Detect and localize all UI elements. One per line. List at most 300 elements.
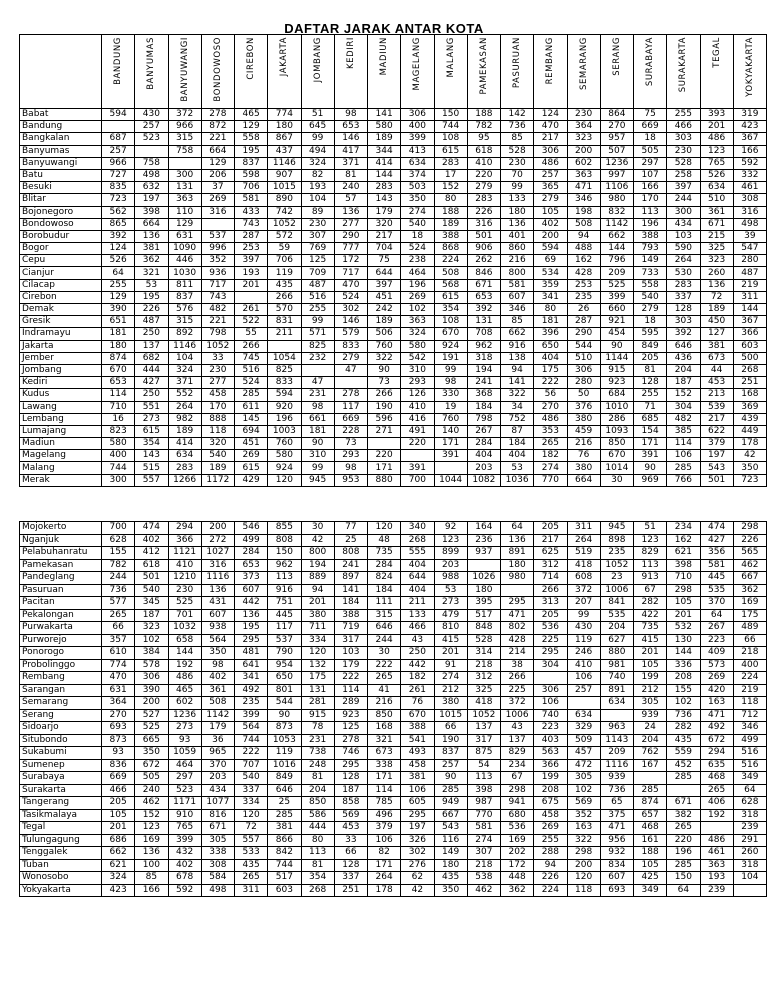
distance-cell: 91: [434, 659, 467, 672]
distance-cell: 594: [102, 109, 135, 121]
distance-cell: 224: [434, 255, 467, 267]
distance-cell: 385: [667, 425, 700, 437]
table-row: [20, 847, 767, 860]
distance-cell: 744: [268, 859, 301, 872]
distance-cell: 131: [168, 182, 201, 194]
city-name-cell: Batu: [20, 169, 102, 181]
distance-cell: 848: [467, 622, 500, 635]
distance-cell: 366: [733, 328, 766, 340]
table-row: [20, 316, 767, 328]
distance-cell: 923: [334, 709, 367, 722]
distance-cell: 489: [733, 622, 766, 635]
distance-cell: 422: [634, 609, 667, 622]
distance-cell: 736: [600, 784, 633, 797]
column-header: [700, 35, 733, 109]
distance-cell: 399: [600, 291, 633, 303]
distance-cell: 144: [667, 647, 700, 660]
distance-cell: 73: [368, 377, 401, 389]
distance-cell: 571: [301, 328, 334, 340]
distance-cell: 866: [268, 834, 301, 847]
distance-cell: [467, 559, 500, 572]
table-row: [20, 377, 767, 389]
distance-cell: 298: [667, 584, 700, 597]
table-row: [20, 145, 767, 157]
distance-cell: 596: [368, 413, 401, 425]
distance-cell: 526: [700, 169, 733, 181]
distance-cell: 255: [534, 834, 567, 847]
distance-cell: 146: [334, 133, 367, 145]
distance-cell: 559: [667, 747, 700, 760]
distance-cell: 217: [534, 133, 567, 145]
distance-cell: 59: [268, 243, 301, 255]
distance-cell: 573: [700, 659, 733, 672]
distance-cell: 671: [667, 797, 700, 810]
column-header-label: PAMEKASAN: [478, 37, 489, 95]
distance-cell: 867: [268, 133, 301, 145]
distance-cell: 171: [368, 859, 401, 872]
distance-cell: 269: [401, 291, 434, 303]
distance-cell: 380: [301, 609, 334, 622]
distance-cell: 180: [467, 584, 500, 597]
distance-cell: 1006: [600, 584, 633, 597]
distance-cell: 607: [600, 872, 633, 885]
distance-cell: 471: [567, 182, 600, 194]
distance-cell: 136: [201, 584, 234, 597]
distance-cell: 315: [368, 609, 401, 622]
distance-cell: 744: [235, 734, 268, 747]
distance-cell: 487: [135, 316, 168, 328]
distance-cell: 400: [401, 121, 434, 133]
distance-cell: 43: [501, 722, 534, 735]
distance-cell: 258: [667, 169, 700, 181]
distance-cell: 103: [667, 230, 700, 242]
distance-cell: 505: [135, 772, 168, 785]
distance-cell: 1032: [168, 622, 201, 635]
distance-cell: 64: [667, 884, 700, 897]
distance-cell: 198: [567, 206, 600, 218]
distance-cell: 118: [201, 425, 234, 437]
distance-cell: 449: [733, 425, 766, 437]
distance-cell: 211: [268, 328, 301, 340]
distance-cell: [733, 884, 766, 897]
distance-cell: 413: [401, 145, 434, 157]
distance-cell: 62: [401, 872, 434, 885]
city-name-cell: Surakarta: [20, 784, 102, 797]
distance-cell: 671: [201, 822, 234, 835]
distance-cell: 150: [667, 872, 700, 885]
distance-cell: 244: [102, 572, 135, 585]
distance-cell: 303: [667, 316, 700, 328]
distance-cell: 80: [434, 194, 467, 206]
distance-cell: 131: [467, 316, 500, 328]
distance-cell: 414: [368, 157, 401, 169]
distance-cell: 693: [102, 722, 135, 735]
distance-cell: 988: [434, 572, 467, 585]
table-row: [20, 734, 767, 747]
distance-cell: 459: [567, 425, 600, 437]
distance-cell: 625: [534, 547, 567, 560]
distance-cell: 81: [301, 859, 334, 872]
distance-cell: 364: [567, 121, 600, 133]
distance-cell: 430: [567, 622, 600, 635]
distance-cell: 710: [102, 401, 135, 413]
distance-cell: 166: [733, 145, 766, 157]
column-header: [168, 35, 201, 109]
distance-cell: 235: [567, 291, 600, 303]
distance-cell: 446: [168, 255, 201, 267]
distance-cell: 298: [567, 847, 600, 860]
distance-cell: 30: [368, 647, 401, 660]
distance-cell: 113: [634, 206, 667, 218]
distance-cell: 273: [135, 413, 168, 425]
distance-cell: 119: [268, 267, 301, 279]
distance-cell: 205: [534, 522, 567, 535]
distance-cell: 334: [235, 797, 268, 810]
distance-cell: 226: [733, 534, 766, 547]
distance-cell: 1236: [600, 157, 633, 169]
distance-cell: 308: [733, 194, 766, 206]
distance-cell: 401: [501, 230, 534, 242]
distance-cell: 235: [600, 547, 633, 560]
distance-cell: 315: [168, 316, 201, 328]
distance-cell: 90: [634, 462, 667, 474]
distance-cell: 273: [168, 722, 201, 735]
distance-cell: 283: [168, 462, 201, 474]
distance-cell: 897: [334, 572, 367, 585]
distance-cell: 365: [534, 182, 567, 194]
distance-cell: 321: [135, 267, 168, 279]
distance-cell: 323: [567, 133, 600, 145]
distance-cell: 564: [201, 634, 234, 647]
distance-cell: 634: [401, 157, 434, 169]
distance-cell: 493: [401, 747, 434, 760]
distance-cell: 458: [534, 809, 567, 822]
distance-cell: 414: [168, 438, 201, 450]
distance-cell: 921: [600, 316, 633, 328]
distance-cell: 528: [467, 634, 500, 647]
distance-cell: 798: [467, 413, 500, 425]
distance-cell: 491: [401, 425, 434, 437]
distance-cell: 825: [268, 364, 301, 376]
distance-cell: 429: [235, 474, 268, 486]
distance-cell: 434: [201, 784, 234, 797]
distance-cell: 180: [268, 121, 301, 133]
distance-cell: 376: [567, 401, 600, 413]
distance-cell: 262: [467, 255, 500, 267]
distance-cell: 171: [434, 438, 467, 450]
distance-cell: 330: [434, 389, 467, 401]
distance-cell: 144: [368, 169, 401, 181]
distance-cell: 53: [135, 279, 168, 291]
distance-cell: 938: [201, 622, 234, 635]
distance-cell: 239: [733, 822, 766, 835]
distance-cell: 657: [634, 809, 667, 822]
distance-cell: 723: [102, 194, 135, 206]
distance-cell: 230: [301, 218, 334, 230]
distance-cell: 400: [102, 450, 135, 462]
distance-cell: 105: [534, 206, 567, 218]
city-name-cell: Sarangan: [20, 684, 102, 697]
distance-cell: 222: [334, 672, 367, 685]
distance-cell: 357: [102, 634, 135, 647]
distance-cell: 833: [268, 377, 301, 389]
distance-cell: 700: [102, 522, 135, 535]
city-name-cell: Cilacap: [20, 279, 102, 291]
distance-cell: [334, 377, 367, 389]
distance-cell: 368: [467, 389, 500, 401]
distance-cell: 106: [368, 834, 401, 847]
distance-cell: 194: [467, 364, 500, 376]
distance-cell: 522: [235, 316, 268, 328]
distance-cell: 209: [600, 747, 633, 760]
table-row: [20, 267, 767, 279]
distance-cell: 982: [168, 413, 201, 425]
distance-cell: 266: [501, 672, 534, 685]
distance-cell: 162: [667, 534, 700, 547]
distance-cell: [667, 784, 700, 797]
distance-cell: 321: [368, 734, 401, 747]
city-name-cell: Mojokerto: [20, 522, 102, 535]
table-row: [20, 438, 767, 450]
distance-cell: 374: [401, 169, 434, 181]
distance-cell: 164: [467, 522, 500, 535]
table-row: [20, 413, 767, 425]
distance-cell: 1054: [268, 352, 301, 364]
distance-cell: 1052: [467, 709, 500, 722]
distance-cell: 539: [700, 401, 733, 413]
distance-cell: 540: [135, 584, 168, 597]
distance-cell: 594: [268, 389, 301, 401]
distance-cell: 322: [501, 389, 534, 401]
distance-cell: 671: [700, 218, 733, 230]
distance-cell: 181: [102, 328, 135, 340]
distance-cell: 295: [401, 809, 434, 822]
table-row: [20, 772, 767, 785]
city-name-cell: Bojonegoro: [20, 206, 102, 218]
distance-cell: 937: [467, 547, 500, 560]
distance-cell: 402: [135, 534, 168, 547]
distance-cell: 837: [434, 747, 467, 760]
distance-cell: 341: [235, 672, 268, 685]
distance-cell: 516: [733, 759, 766, 772]
distance-cell: 90: [301, 438, 334, 450]
distance-cell: 829: [634, 547, 667, 560]
distance-cell: 524: [334, 291, 367, 303]
distance-cell: 104: [168, 352, 201, 364]
distance-cell: 90: [600, 340, 633, 352]
distance-cell: 285: [434, 784, 467, 797]
distance-cell: 230: [201, 364, 234, 376]
distance-cell: 645: [301, 121, 334, 133]
distance-cell: 581: [467, 822, 500, 835]
distance-cell: 187: [667, 377, 700, 389]
distance-cell: 746: [334, 747, 367, 760]
distance-cell: 398: [467, 784, 500, 797]
distance-cell: 740: [600, 672, 633, 685]
distance-cell: 563: [534, 747, 567, 760]
table-row: [20, 809, 767, 822]
distance-cell: 1082: [467, 474, 500, 486]
distance-cell: 564: [235, 722, 268, 735]
distance-cell: 344: [368, 145, 401, 157]
city-name-cell: Tenggalek: [20, 847, 102, 860]
distance-cell: 189: [368, 316, 401, 328]
distance-cell: 19: [434, 401, 467, 413]
distance-cell: 486: [534, 413, 567, 425]
distance-cell: 136: [135, 230, 168, 242]
distance-cell: 325: [467, 684, 500, 697]
distance-cell: 283: [368, 182, 401, 194]
distance-cell: 39: [733, 230, 766, 242]
distance-cell: 580: [368, 121, 401, 133]
distance-cell: 308: [201, 859, 234, 872]
distance-cell: 329: [567, 722, 600, 735]
column-header: [434, 35, 467, 109]
distance-cell: 257: [102, 145, 135, 157]
distance-cell: 605: [401, 797, 434, 810]
distance-cell: 34: [501, 401, 534, 413]
distance-cell: 1121: [168, 547, 201, 560]
distance-cell: 736: [501, 121, 534, 133]
city-name-cell: Rembang: [20, 672, 102, 685]
distance-cell: 305: [634, 697, 667, 710]
distance-cell: 284: [467, 438, 500, 450]
distance-cell: 295: [235, 634, 268, 647]
distance-cell: 270: [534, 401, 567, 413]
distance-cell: 618: [467, 145, 500, 157]
distance-cell: 266: [368, 389, 401, 401]
distance-cell: 667: [733, 572, 766, 585]
distance-cell: 969: [634, 474, 667, 486]
distance-cell: 466: [401, 622, 434, 635]
distance-cell: 417: [334, 145, 367, 157]
distance-cell: 141: [368, 109, 401, 121]
distance-cell: 392: [102, 230, 135, 242]
distance-cell: 291: [733, 834, 766, 847]
distance-cell: 899: [434, 547, 467, 560]
distance-cell: 965: [201, 747, 234, 760]
distance-cell: 276: [401, 859, 434, 872]
distance-cell: 225: [501, 684, 534, 697]
distance-cell: 284: [368, 559, 401, 572]
distance-cell: 235: [235, 697, 268, 710]
distance-cell: 298: [501, 784, 534, 797]
distance-cell: 664: [135, 218, 168, 230]
distance-cell: 760: [268, 438, 301, 450]
table-row: [20, 584, 767, 597]
distance-cell: 402: [534, 218, 567, 230]
distance-cell: 381: [401, 772, 434, 785]
distance-cell: 194: [301, 559, 334, 572]
distance-cell: 577: [102, 597, 135, 610]
distance-cell: 680: [501, 809, 534, 822]
distance-cell: 208: [667, 672, 700, 685]
distance-cell: 404: [467, 450, 500, 462]
distance-cell: 87: [501, 425, 534, 437]
column-header: [334, 35, 367, 109]
distance-cell: 532: [667, 622, 700, 635]
distance-cell: 200: [135, 697, 168, 710]
distance-cell: 530: [667, 267, 700, 279]
distance-cell: 581: [700, 559, 733, 572]
distance-cell: 855: [268, 522, 301, 535]
distance-cell: 397: [667, 182, 700, 194]
table-row: [20, 352, 767, 364]
distance-cell: 146: [334, 316, 367, 328]
distance-cell: 479: [434, 609, 467, 622]
distance-cell: 179: [334, 659, 367, 672]
distance-cell: 180: [501, 559, 534, 572]
distance-cell: 128: [334, 859, 367, 872]
distance-cell: 474: [135, 522, 168, 535]
distance-cell: 144: [733, 304, 766, 316]
distance-cell: 382: [667, 809, 700, 822]
distance-cell: 322: [567, 834, 600, 847]
distance-cell: 736: [667, 709, 700, 722]
distance-cell: 801: [268, 684, 301, 697]
distance-cell: 694: [235, 425, 268, 437]
distance-cell: 670: [600, 450, 633, 462]
distance-cell: 364: [102, 697, 135, 710]
distance-cell: 190: [368, 401, 401, 413]
distance-cell: 114: [667, 438, 700, 450]
distance-cell: 837: [235, 157, 268, 169]
distance-cell: 980: [600, 194, 633, 206]
table-row: [20, 597, 767, 610]
distance-cell: 264: [567, 534, 600, 547]
distance-cell: 18: [401, 230, 434, 242]
distance-cell: 196: [667, 847, 700, 860]
distance-cell: 273: [434, 597, 467, 610]
distance-cell: 279: [334, 352, 367, 364]
distance-cell: 199: [534, 772, 567, 785]
distance-cell: 572: [268, 230, 301, 242]
distance-cell: 306: [534, 145, 567, 157]
distance-cell: [268, 340, 301, 352]
distance-cell: 350: [135, 747, 168, 760]
distance-cell: 234: [501, 759, 534, 772]
distance-cell: 693: [600, 884, 633, 897]
column-header-label: BONDOWOSO: [212, 37, 223, 102]
distance-cell: 264: [667, 255, 700, 267]
distance-cell: 740: [534, 709, 567, 722]
distance-cell: 361: [700, 206, 733, 218]
distance-cell: 75: [368, 255, 401, 267]
distance-cell: 939: [600, 772, 633, 785]
distance-cell: 760: [368, 340, 401, 352]
distance-cell: 568: [434, 279, 467, 291]
distance-cell: 641: [235, 659, 268, 672]
distance-cell: 442: [401, 659, 434, 672]
distance-cell: 569: [567, 797, 600, 810]
distance-cell: 312: [467, 672, 500, 685]
distance-cell: 212: [634, 684, 667, 697]
distance-cell: 265: [534, 438, 567, 450]
distance-cell: 104: [301, 194, 334, 206]
distance-cell: 672: [700, 734, 733, 747]
distance-cell: 337: [235, 784, 268, 797]
distance-cell: 81: [334, 169, 367, 181]
distance-cell: 547: [733, 243, 766, 255]
distance-cell: 607: [235, 584, 268, 597]
distance-cell: 650: [268, 672, 301, 685]
distance-cell: 736: [102, 584, 135, 597]
distance-cell: 890: [268, 194, 301, 206]
column-header: [634, 35, 667, 109]
distance-cell: 865: [102, 218, 135, 230]
distance-cell: 743: [235, 218, 268, 230]
column-header-label: CIREBON: [246, 37, 257, 80]
